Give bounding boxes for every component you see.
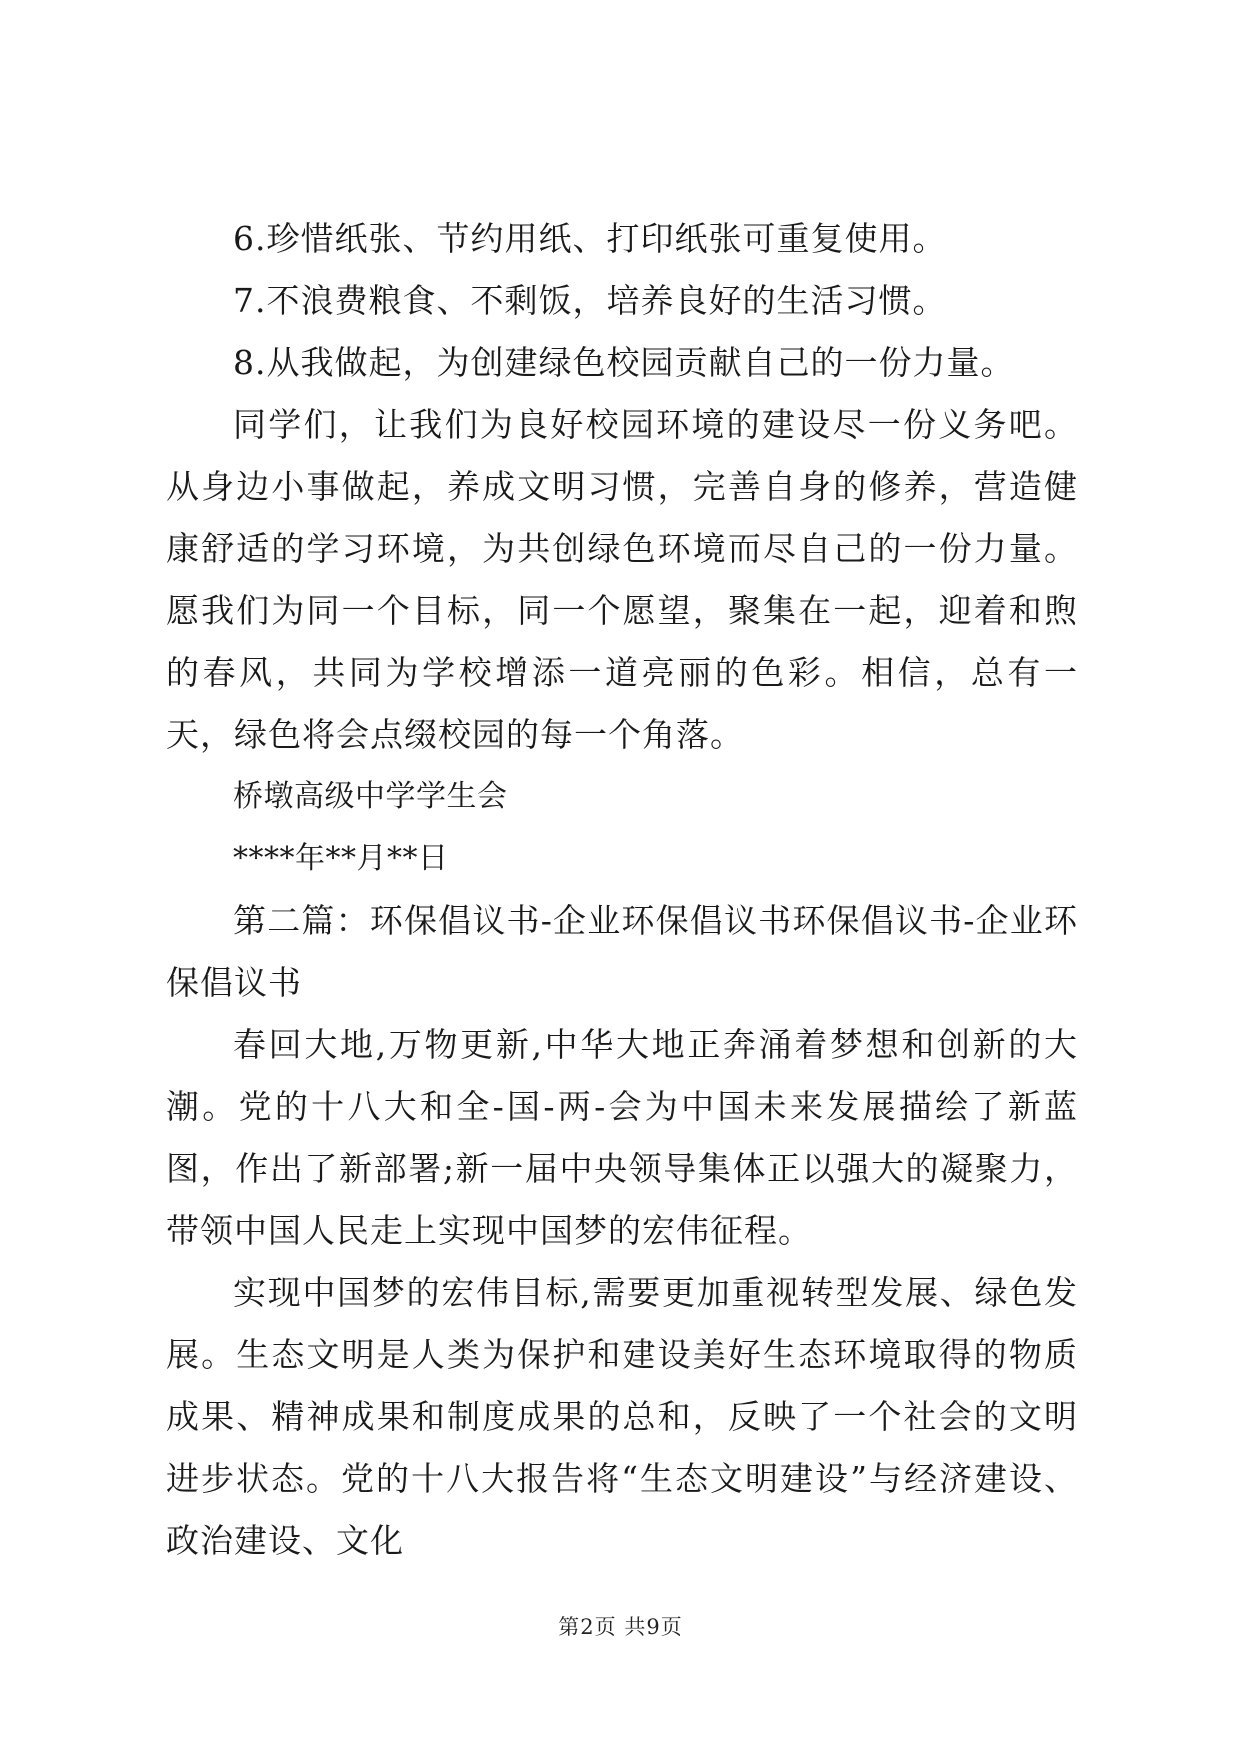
signature-organization: 桥墩高级中学学生会 xyxy=(233,779,508,814)
signature-date: ****年**月**日 xyxy=(233,841,449,876)
page-footer xyxy=(0,1612,1241,1642)
list-item-7: 7.不浪费粮食、不剩饭，培养良好的生活习惯。 xyxy=(233,281,947,320)
list-item-8: 8.从我做起，为创建绿色校园贡献自己的一份力量。 xyxy=(233,343,1015,382)
body-paragraph-2: 实现中国梦的宏伟目标,需要更加重视转型发展、绿色发展。生态文明是人类为保护和建设美好生态环境取得的物质成果、精神成果和制度成果的总和，反映了一个社会的文明进步状态。党的十八大报告将“生态文明建设”与经济建设、政治建设、文化 xyxy=(166,1273,1078,1560)
closing-paragraph: 同学们，让我们为良好校园环境的建设尽一份义务吧。从身边小事做起，养成文明习惯，完善自身的修养，营造健康舒适的学习环境，为共创绿色环境而尽自己的一份力量。愿我们为同一个目标，同一个愿望，聚集在一起，迎着和煦的春风，共同为学校增添一道亮丽的色彩。相信，总有一天，绿色将会点缀校园的每一个角落。 xyxy=(166,405,1078,754)
body-paragraph-1: 春回大地,万物更新,中华大地正奔涌着梦想和创新的大潮。党的十八大和全-国-两-会为中国未来发展描绘了新蓝图，作出了新部署;新一届中央领导集体正以强大的凝聚力，带领中国人民走上实现中国梦的宏伟征程。 xyxy=(166,1025,1078,1250)
list-item-6: 6.珍惜纸张、节约用纸、打印纸张可重复使用。 xyxy=(233,219,947,258)
document-body xyxy=(166,208,1078,1572)
section-title: 第二篇：环保倡议书-企业环保倡议书环保倡议书-企业环保倡议书 xyxy=(166,901,1078,1002)
page-indicator: 第2页 共9页 xyxy=(558,1615,683,1639)
